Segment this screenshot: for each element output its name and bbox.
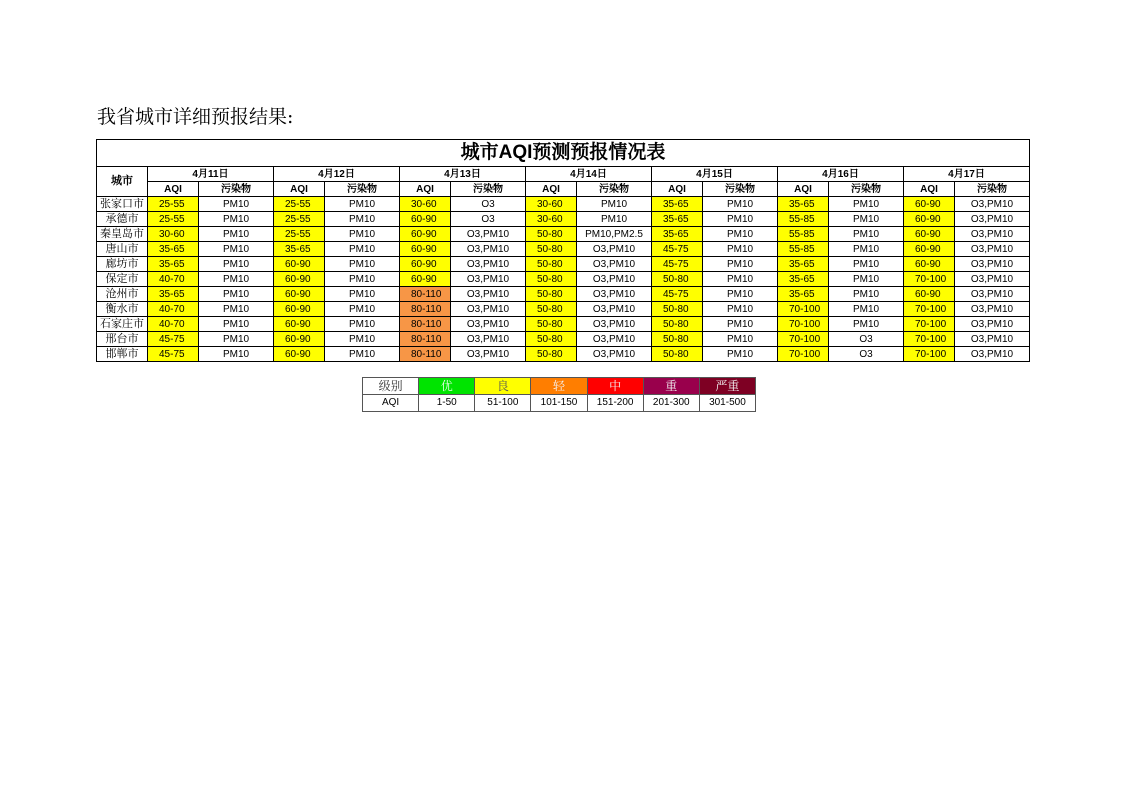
aqi-range-cell: 50-80 xyxy=(526,227,577,242)
pollutant-cell: PM10 xyxy=(325,332,400,347)
aqi-range-cell: 80-110 xyxy=(400,302,451,317)
aqi-range-cell: 35-65 xyxy=(778,197,829,212)
legend-aqi-range: 51-100 xyxy=(475,395,531,412)
table-row xyxy=(97,287,1030,302)
aqi-range-cell: 35-65 xyxy=(778,287,829,302)
city-name: 衡水市 xyxy=(97,302,148,317)
pollutant-cell: PM10 xyxy=(199,197,274,212)
city-name: 石家庄市 xyxy=(97,317,148,332)
pollutant-cell: PM10 xyxy=(199,332,274,347)
table-row xyxy=(97,347,1030,362)
table-row xyxy=(97,227,1030,242)
pollutant-cell: O3,PM10 xyxy=(451,227,526,242)
aqi-subheader: AQI xyxy=(274,182,325,197)
city-name: 秦皇岛市 xyxy=(97,227,148,242)
aqi-range-cell: 60-90 xyxy=(274,272,325,287)
legend-level-name: 优 xyxy=(419,378,475,395)
aqi-range-cell: 35-65 xyxy=(652,212,703,227)
pollutant-cell: O3,PM10 xyxy=(577,242,652,257)
pollutant-cell: PM10 xyxy=(325,227,400,242)
aqi-range-cell: 60-90 xyxy=(400,212,451,227)
pollutant-cell: PM10 xyxy=(703,332,778,347)
aqi-range-cell: 50-80 xyxy=(526,302,577,317)
aqi-range-cell: 35-65 xyxy=(148,257,199,272)
aqi-range-cell: 50-80 xyxy=(526,242,577,257)
legend-level-name: 轻 xyxy=(531,378,587,395)
aqi-subheader: AQI xyxy=(652,182,703,197)
aqi-range-cell: 70-100 xyxy=(904,317,955,332)
aqi-subheader: AQI xyxy=(778,182,829,197)
aqi-range-cell: 25-55 xyxy=(274,212,325,227)
aqi-range-cell: 50-80 xyxy=(652,317,703,332)
pollutant-cell: PM10 xyxy=(703,242,778,257)
pollutant-cell: PM10 xyxy=(829,302,904,317)
aqi-range-cell: 70-100 xyxy=(778,302,829,317)
pollutant-cell: PM10 xyxy=(577,197,652,212)
aqi-range-cell: 80-110 xyxy=(400,287,451,302)
pollutant-subheader: 污染物 xyxy=(451,182,526,197)
aqi-range-cell: 45-75 xyxy=(148,347,199,362)
date-header: 4月14日 xyxy=(526,167,652,182)
pollutant-cell: PM10 xyxy=(325,317,400,332)
pollutant-cell: O3,PM10 xyxy=(955,302,1030,317)
city-name: 承德市 xyxy=(97,212,148,227)
aqi-range-cell: 50-80 xyxy=(526,257,577,272)
aqi-range-cell: 60-90 xyxy=(274,332,325,347)
aqi-range-cell: 70-100 xyxy=(904,272,955,287)
pollutant-cell: PM10 xyxy=(325,257,400,272)
date-header: 4月11日 xyxy=(148,167,274,182)
legend-aqi-range: 201-300 xyxy=(643,395,699,412)
aqi-range-cell: 60-90 xyxy=(904,242,955,257)
pollutant-cell: O3 xyxy=(451,197,526,212)
pollutant-subheader: 污染物 xyxy=(703,182,778,197)
pollutant-cell: PM10 xyxy=(199,257,274,272)
aqi-range-cell: 60-90 xyxy=(400,257,451,272)
aqi-subheader: AQI xyxy=(904,182,955,197)
pollutant-cell: O3,PM10 xyxy=(955,242,1030,257)
pollutant-cell: PM10 xyxy=(703,287,778,302)
pollutant-cell: PM10 xyxy=(199,302,274,317)
legend-level-label: 级别 xyxy=(363,378,419,395)
aqi-range-cell: 50-80 xyxy=(652,302,703,317)
pollutant-cell: PM10 xyxy=(577,212,652,227)
pollutant-cell: PM10 xyxy=(199,317,274,332)
pollutant-cell: PM10 xyxy=(325,347,400,362)
aqi-range-cell: 30-60 xyxy=(148,227,199,242)
aqi-range-cell: 70-100 xyxy=(778,317,829,332)
aqi-range-cell: 35-65 xyxy=(148,287,199,302)
aqi-range-cell: 60-90 xyxy=(400,227,451,242)
city-name: 张家口市 xyxy=(97,197,148,212)
pollutant-cell: PM10 xyxy=(829,197,904,212)
aqi-range-cell: 60-90 xyxy=(904,257,955,272)
aqi-range-cell: 60-90 xyxy=(274,347,325,362)
aqi-forecast-table xyxy=(96,139,1030,362)
aqi-range-cell: 80-110 xyxy=(400,332,451,347)
pollutant-cell: PM10 xyxy=(199,242,274,257)
date-header: 4月16日 xyxy=(778,167,904,182)
aqi-range-cell: 60-90 xyxy=(400,272,451,287)
pollutant-cell: PM10 xyxy=(829,317,904,332)
legend-level-name: 中 xyxy=(587,378,643,395)
city-name: 唐山市 xyxy=(97,242,148,257)
aqi-range-cell: 50-80 xyxy=(526,332,577,347)
pollutant-cell: O3,PM10 xyxy=(577,257,652,272)
pollutant-cell: O3,PM10 xyxy=(577,347,652,362)
pollutant-cell: O3 xyxy=(829,332,904,347)
aqi-range-cell: 50-80 xyxy=(526,317,577,332)
pollutant-cell: PM10 xyxy=(703,272,778,287)
pollutant-cell: O3,PM10 xyxy=(451,257,526,272)
pollutant-cell: O3,PM10 xyxy=(955,197,1030,212)
aqi-range-cell: 35-65 xyxy=(652,197,703,212)
city-name: 廊坊市 xyxy=(97,257,148,272)
pollutant-cell: O3,PM10 xyxy=(577,287,652,302)
pollutant-cell: O3,PM10 xyxy=(451,287,526,302)
legend-aqi-range: 101-150 xyxy=(531,395,587,412)
pollutant-cell: O3 xyxy=(451,212,526,227)
city-name: 保定市 xyxy=(97,272,148,287)
pollutant-cell: PM10,PM2.5 xyxy=(577,227,652,242)
pollutant-cell: PM10 xyxy=(829,272,904,287)
aqi-range-cell: 80-110 xyxy=(400,317,451,332)
date-header: 4月15日 xyxy=(652,167,778,182)
pollutant-cell: PM10 xyxy=(703,257,778,272)
table-row xyxy=(97,212,1030,227)
aqi-range-cell: 30-60 xyxy=(526,212,577,227)
section-heading: 我省城市详细预报结果: xyxy=(97,106,294,128)
aqi-range-cell: 55-85 xyxy=(778,242,829,257)
aqi-range-cell: 30-60 xyxy=(400,197,451,212)
aqi-range-cell: 60-90 xyxy=(904,212,955,227)
aqi-range-cell: 45-75 xyxy=(148,332,199,347)
pollutant-subheader: 污染物 xyxy=(577,182,652,197)
pollutant-cell: O3,PM10 xyxy=(955,227,1030,242)
pollutant-subheader: 污染物 xyxy=(955,182,1030,197)
city-name: 沧州市 xyxy=(97,287,148,302)
pollutant-cell: O3,PM10 xyxy=(577,332,652,347)
pollutant-cell: PM10 xyxy=(829,242,904,257)
pollutant-cell: O3,PM10 xyxy=(955,212,1030,227)
city-name: 邯郸市 xyxy=(97,347,148,362)
aqi-subheader: AQI xyxy=(400,182,451,197)
pollutant-cell: O3,PM10 xyxy=(955,317,1030,332)
aqi-range-cell: 70-100 xyxy=(904,332,955,347)
pollutant-cell: PM10 xyxy=(703,317,778,332)
pollutant-cell: PM10 xyxy=(703,347,778,362)
pollutant-cell: PM10 xyxy=(199,287,274,302)
aqi-range-cell: 25-55 xyxy=(148,197,199,212)
pollutant-cell: PM10 xyxy=(703,212,778,227)
legend-aqi-range: 1-50 xyxy=(419,395,475,412)
aqi-range-cell: 35-65 xyxy=(778,257,829,272)
pollutant-cell: O3,PM10 xyxy=(955,272,1030,287)
aqi-range-cell: 55-85 xyxy=(778,227,829,242)
legend-aqi-range: 151-200 xyxy=(587,395,643,412)
aqi-range-cell: 45-75 xyxy=(652,257,703,272)
legend-level-name: 重 xyxy=(643,378,699,395)
table-row xyxy=(97,242,1030,257)
aqi-range-cell: 35-65 xyxy=(148,242,199,257)
pollutant-subheader: 污染物 xyxy=(199,182,274,197)
pollutant-cell: O3,PM10 xyxy=(451,317,526,332)
pollutant-cell: PM10 xyxy=(199,227,274,242)
pollutant-cell: PM10 xyxy=(325,197,400,212)
pollutant-cell: PM10 xyxy=(703,227,778,242)
aqi-range-cell: 50-80 xyxy=(526,287,577,302)
aqi-range-cell: 35-65 xyxy=(778,272,829,287)
aqi-range-cell: 60-90 xyxy=(274,257,325,272)
pollutant-cell: O3,PM10 xyxy=(955,287,1030,302)
aqi-range-cell: 35-65 xyxy=(274,242,325,257)
pollutant-cell: PM10 xyxy=(829,212,904,227)
city-column-header: 城市 xyxy=(97,167,148,197)
pollutant-subheader: 污染物 xyxy=(829,182,904,197)
pollutant-cell: O3,PM10 xyxy=(451,347,526,362)
table-row xyxy=(97,317,1030,332)
aqi-range-cell: 60-90 xyxy=(904,227,955,242)
aqi-range-cell: 40-70 xyxy=(148,317,199,332)
legend-level-name: 严重 xyxy=(699,378,755,395)
pollutant-cell: PM10 xyxy=(199,212,274,227)
aqi-level-legend xyxy=(362,377,756,412)
aqi-range-cell: 80-110 xyxy=(400,347,451,362)
table-title: 城市AQI预测预报情况表 xyxy=(97,140,1030,167)
pollutant-cell: PM10 xyxy=(829,227,904,242)
pollutant-cell: PM10 xyxy=(199,272,274,287)
legend-aqi-label: AQI xyxy=(363,395,419,412)
aqi-range-cell: 45-75 xyxy=(652,242,703,257)
aqi-range-cell: 45-75 xyxy=(652,287,703,302)
city-name: 邢台市 xyxy=(97,332,148,347)
aqi-range-cell: 25-55 xyxy=(148,212,199,227)
legend-aqi-range: 301-500 xyxy=(699,395,755,412)
aqi-range-cell: 70-100 xyxy=(904,347,955,362)
aqi-range-cell: 60-90 xyxy=(904,287,955,302)
aqi-range-cell: 50-80 xyxy=(652,272,703,287)
pollutant-cell: O3,PM10 xyxy=(955,257,1030,272)
legend-level-name: 良 xyxy=(475,378,531,395)
aqi-range-cell: 70-100 xyxy=(904,302,955,317)
pollutant-cell: PM10 xyxy=(829,287,904,302)
pollutant-cell: PM10 xyxy=(325,242,400,257)
aqi-range-cell: 70-100 xyxy=(778,332,829,347)
aqi-range-cell: 25-55 xyxy=(274,197,325,212)
aqi-range-cell: 60-90 xyxy=(274,287,325,302)
aqi-subheader: AQI xyxy=(526,182,577,197)
aqi-range-cell: 60-90 xyxy=(274,302,325,317)
date-header: 4月17日 xyxy=(904,167,1030,182)
aqi-range-cell: 70-100 xyxy=(778,347,829,362)
aqi-range-cell: 50-80 xyxy=(652,332,703,347)
pollutant-subheader: 污染物 xyxy=(325,182,400,197)
aqi-range-cell: 55-85 xyxy=(778,212,829,227)
aqi-range-cell: 40-70 xyxy=(148,302,199,317)
pollutant-cell: PM10 xyxy=(199,347,274,362)
aqi-range-cell: 35-65 xyxy=(652,227,703,242)
pollutant-cell: O3,PM10 xyxy=(451,242,526,257)
aqi-range-cell: 30-60 xyxy=(526,197,577,212)
pollutant-cell: PM10 xyxy=(325,302,400,317)
aqi-range-cell: 25-55 xyxy=(274,227,325,242)
pollutant-cell: O3,PM10 xyxy=(577,302,652,317)
aqi-subheader: AQI xyxy=(148,182,199,197)
pollutant-cell: PM10 xyxy=(829,257,904,272)
table-row xyxy=(97,302,1030,317)
pollutant-cell: PM10 xyxy=(325,272,400,287)
aqi-range-cell: 50-80 xyxy=(652,347,703,362)
table-row xyxy=(97,332,1030,347)
date-header: 4月13日 xyxy=(400,167,526,182)
aqi-range-cell: 60-90 xyxy=(904,197,955,212)
pollutant-cell: PM10 xyxy=(703,197,778,212)
pollutant-cell: O3 xyxy=(829,347,904,362)
pollutant-cell: O3,PM10 xyxy=(955,332,1030,347)
table-row xyxy=(97,197,1030,212)
table-row xyxy=(97,272,1030,287)
pollutant-cell: O3,PM10 xyxy=(451,272,526,287)
pollutant-cell: O3,PM10 xyxy=(955,347,1030,362)
aqi-range-cell: 60-90 xyxy=(400,242,451,257)
aqi-range-cell: 50-80 xyxy=(526,272,577,287)
pollutant-cell: O3,PM10 xyxy=(451,302,526,317)
aqi-range-cell: 50-80 xyxy=(526,347,577,362)
pollutant-cell: PM10 xyxy=(325,287,400,302)
pollutant-cell: O3,PM10 xyxy=(451,332,526,347)
pollutant-cell: O3,PM10 xyxy=(577,272,652,287)
aqi-range-cell: 60-90 xyxy=(274,317,325,332)
aqi-range-cell: 40-70 xyxy=(148,272,199,287)
pollutant-cell: O3,PM10 xyxy=(577,317,652,332)
pollutant-cell: PM10 xyxy=(703,302,778,317)
pollutant-cell: PM10 xyxy=(325,212,400,227)
date-header: 4月12日 xyxy=(274,167,400,182)
table-row xyxy=(97,257,1030,272)
